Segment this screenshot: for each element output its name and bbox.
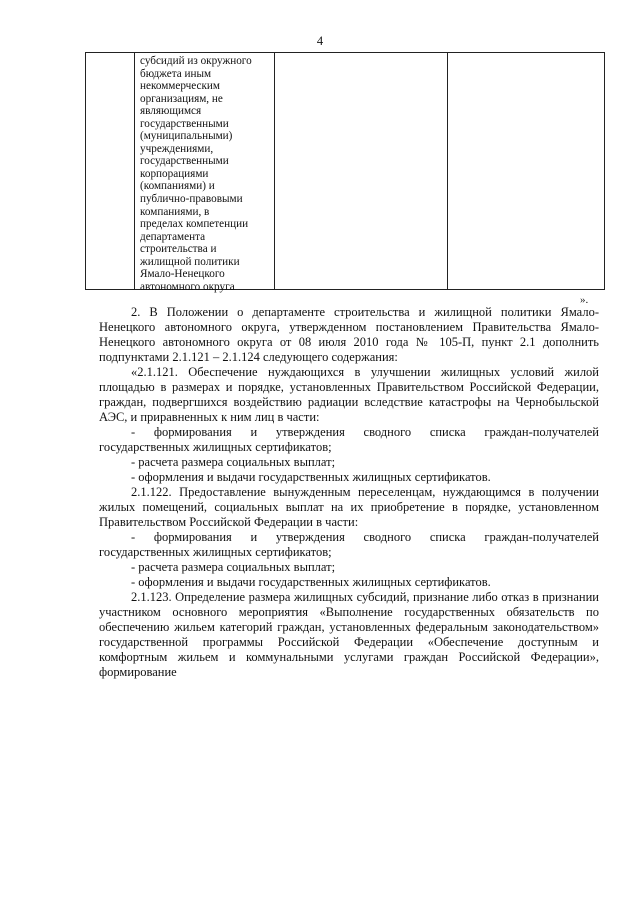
table-column-divider — [447, 53, 448, 289]
paragraph: 2.1.123. Определение размера жилищных субсидий, признание либо отказ в признании участником основного мероприятия «Выполнение государственных обязательств по обеспечению жильем категорий граждан, установленных федеральным законодательством» государственной программы Российской Федерации «Обеспечение доступным и комфортным жильем и коммунальными услугами граждан Российской Федерации», формирование — [99, 590, 599, 679]
closing-quote: ». — [580, 294, 589, 306]
table-fragment — [85, 52, 605, 293]
table-cell-text: субсидий из окружного бюджета иным некоммерческим организациям, не являющимся государственными (муниципальными) учреждениями, государственными корпорациями (компаниями) и публично-правовыми компаниями, в пределах компетенции департамента строительства и жилищной политики Ямало-Ненецкого автономного округа — [140, 55, 252, 293]
document-body — [99, 305, 599, 680]
list-item: - расчета размера социальных выплат; — [131, 455, 336, 469]
list-item: - формирования и утверждения сводного списка граждан-получателей государственных жилищных сертификатов; — [99, 530, 599, 559]
paragraph: 2. В Положении о департаменте строительства и жилищной политики Ямало-Ненецкого автономного округа, утвержденном постановлением Правительства Ямало-Ненецкого автономного округа от 08 июля 2010 года № 105-П, пункт 2.1 дополнить подпунктами 2.1.121 – 2.1.124 следующего содержания: — [99, 305, 599, 364]
paragraph: «2.1.121. Обеспечение нуждающихся в улучшении жилищных условий жилой площадью в размерах и порядке, установленных Правительством Российской Федерации, граждан, подвергшихся воздействию радиации вследствие катастрофы на Чернобыльской АЭС, и приравненных к ним лиц в части: — [99, 365, 599, 424]
page-number: 4 — [316, 34, 324, 48]
list-item: - расчета размера социальных выплат; — [131, 560, 336, 574]
list-item: - формирования и утверждения сводного списка граждан-получателей государственных жилищных сертификатов; — [99, 425, 599, 454]
paragraph: 2.1.122. Предоставление вынужденным переселенцам, нуждающимся в получении жилых помещений, социальных выплат на их приобретение в порядке, установленном Правительством Российской Федерации в части: — [99, 485, 599, 529]
table-column-divider — [134, 53, 135, 289]
list-item: - оформления и выдачи государственных жилищных сертификатов. — [131, 470, 491, 484]
list-item: - оформления и выдачи государственных жилищных сертификатов. — [131, 575, 491, 589]
